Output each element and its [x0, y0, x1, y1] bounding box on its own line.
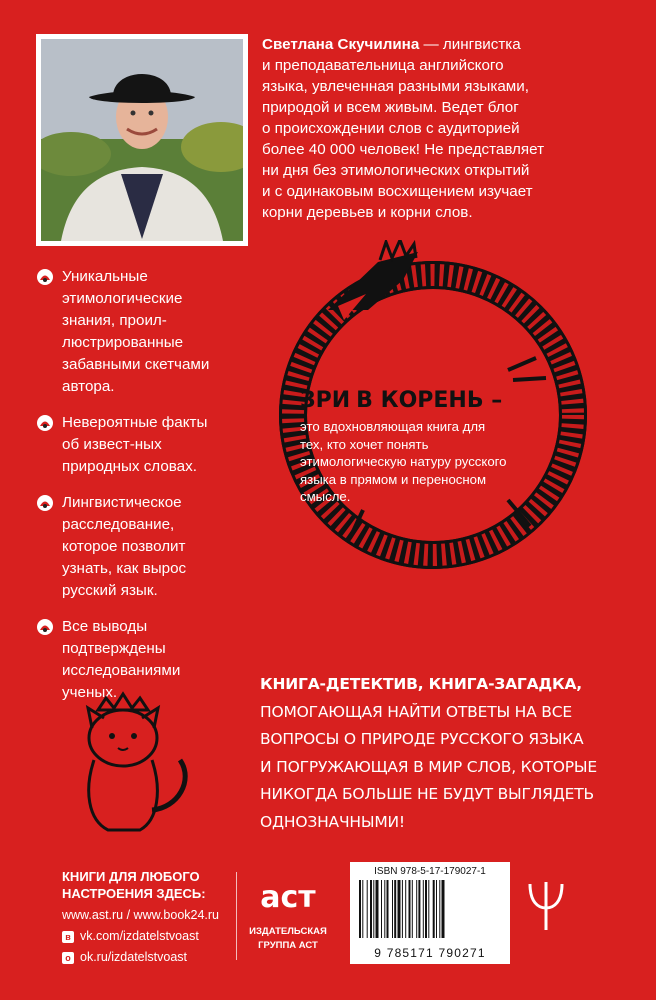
barcode-bar [384, 880, 385, 938]
web-links[interactable] [62, 905, 219, 926]
promo-lead: КНИГА-ДЕТЕКТИВ, КНИГА-ЗАГАДКА, [260, 675, 582, 693]
book-title [300, 388, 510, 414]
books-title [62, 868, 206, 902]
isbn-number: ISBN 978-5-17-179027-1 [374, 866, 486, 877]
ast-caption-line: ГРУППА АСТ [258, 940, 318, 951]
barcode-bar [394, 880, 396, 938]
ok-link[interactable]: ok.ru/izdatelstvoast [80, 950, 187, 964]
ast-logo-mark: аст [260, 880, 316, 915]
barcode-bar [433, 880, 435, 938]
flower-bullet-icon [36, 268, 54, 286]
feature-text: Все выводы подтверждены исследованиями ученых. [62, 618, 181, 701]
barcode-bar [428, 880, 429, 938]
author-photo [41, 39, 243, 241]
barcode-bar [436, 880, 437, 938]
publisher-links [62, 905, 219, 968]
feature-list [36, 266, 226, 718]
barcode-bar [370, 880, 372, 938]
barcode-bar [439, 880, 440, 938]
ok-link-row[interactable] [62, 947, 219, 968]
bio-line: ни дня без этимологических открытий [262, 162, 530, 179]
feature-text: Невероятные факты об извест-ных природных словах. [62, 414, 208, 475]
book-title-block [300, 388, 510, 506]
barcode-bar [392, 880, 393, 938]
barcode-bar [362, 880, 363, 938]
feature-text: Уникальные этимологические знания, проил-люстрированные забавными скетчами автора. [62, 268, 210, 395]
promo-line: И ПОГРУЖАЮЩАЯ В МИР СЛОВ, КОТОРЫЕ [260, 757, 597, 776]
feature-item [36, 412, 226, 478]
bio-line: о происхождении слов с аудиторией [262, 120, 520, 137]
barcode-bar [423, 880, 424, 938]
barcode-bars [355, 880, 505, 938]
bio-line: корни деревьев и корни слов. [262, 204, 473, 221]
books-title-line: НАСТРОЕНИЯ ЗДЕСЬ: [62, 886, 206, 901]
bio-line: более 40 000 человек! Не представляет [262, 141, 545, 158]
barcode-bar [442, 880, 445, 938]
barcode-bar [359, 880, 361, 938]
barcode-bar [381, 880, 382, 938]
ast-publisher-logo [248, 872, 328, 962]
barcode-bar [398, 880, 401, 938]
vk-link[interactable]: vk.com/izdatelstvoast [80, 929, 199, 943]
book-title-zri: ЗРИ [300, 388, 351, 413]
book-title-rest: В КОРЕНЬ – [356, 388, 503, 413]
bio-line: и преподавательница английского [262, 57, 504, 74]
feature-item [36, 266, 226, 398]
barcode-bar [402, 880, 403, 938]
author-bio [262, 34, 580, 223]
flower-bullet-icon [36, 414, 54, 432]
promo-text [260, 671, 620, 836]
feature-item [36, 492, 226, 602]
barcode-bar [425, 880, 427, 938]
bio-line: — лингвистка [419, 36, 521, 53]
footer-divider [236, 872, 237, 960]
bio-line: языка, увлеченная разными языками, [262, 78, 529, 95]
books-title-line: КНИГИ ДЛЯ ЛЮБОГО [62, 869, 200, 884]
barcode-bar [376, 880, 379, 938]
ast-caption-line: ИЗДАТЕЛЬСКАЯ [249, 926, 327, 937]
crowned-cat-illustration [48, 690, 198, 840]
barcode-bar [373, 880, 374, 938]
barcode-bar [409, 880, 411, 938]
ok-icon: о [62, 952, 74, 964]
book-description: это вдохновляющая книга для тех, кто хочет понять этимологическую натуру русского языка в прямом и переносном смысле. [300, 419, 507, 504]
bio-line: и с одинаковым восхищением изучает [262, 183, 533, 200]
vk-icon: в [62, 931, 74, 943]
author-portrait-illustration [41, 39, 243, 241]
barcode-bar [418, 880, 420, 938]
author-photo-frame [36, 34, 248, 246]
isbn-barcode [350, 862, 510, 964]
barcode-bar [387, 880, 389, 938]
feature-text: Лингвистическое расследование, которое позволит узнать, как вырос русский язык. [62, 494, 187, 599]
barcode-bar [416, 880, 417, 938]
barcode-number: 9 785171 790271 [374, 946, 486, 960]
web-links-text[interactable]: www.ast.ru / www.book24.ru [62, 908, 220, 922]
promo-line: ВОПРОСЫ О ПРИРОДЕ РУССКОГО ЯЗЫКА [260, 730, 584, 748]
vk-link-row[interactable] [62, 926, 219, 947]
promo-line: ОДНОЗНАЧНЫМИ! [260, 812, 405, 831]
flower-bullet-icon [36, 618, 54, 636]
bio-line: природой и всем живым. Ведет блог [262, 99, 519, 116]
author-name: Светлана Скучилина [262, 36, 420, 53]
barcode-bar [367, 880, 368, 938]
barcode-bar [412, 880, 413, 938]
promo-line: НИКОГДА БОЛЬШЕ НЕ БУДУТ ВЫГЛЯДЕТЬ [260, 785, 594, 803]
barcode-bar [405, 880, 406, 938]
psi-emblem-icon [526, 878, 566, 934]
promo-line: ПОМОГАЮЩАЯ НАЙТИ ОТВЕТЫ НА ВСЕ [260, 702, 572, 721]
flower-bullet-icon [36, 494, 54, 512]
